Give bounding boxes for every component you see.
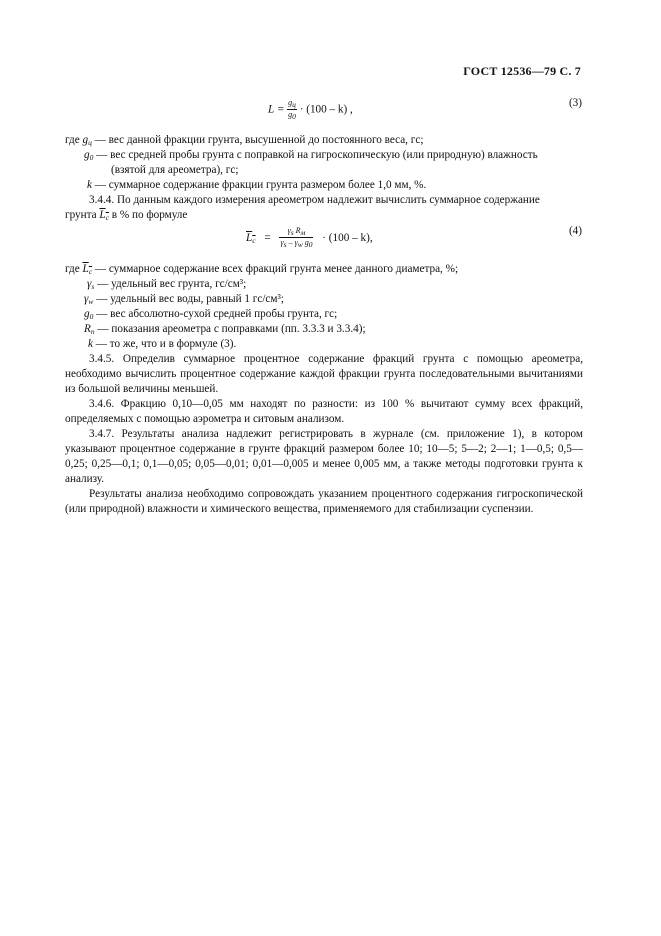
paragraph-3-4-4: 3.4.4. По данным каждого измерения ареометром надлежит вычислить суммарное содержание [89, 194, 540, 206]
definition-row: (взятой для ареометра), гс; [111, 164, 239, 176]
paragraph-3-4-5: 3.4.5. Определив суммарное процентное содержание фракций грунта с помощью ареометра, необходимо вычислить процентное содержание каждой фракции грунта последовательными вычитаниями из большой величины меньшей. [65, 353, 583, 395]
definition-row: где $g_ц$ — вес данной фракции грунта, высушенной до постоянного веса, гс; [65, 134, 424, 147]
formula-3-number: (3) [568, 97, 582, 109]
formula-3 [268, 98, 353, 122]
definition-row: $g_0$ — вес средней пробы грунта с поправкой на гигроскопическую (или природную) влажность [84, 149, 538, 162]
paragraph-final: Результаты анализа необходимо сопровождать указанием процентного содержания гигроскопической (или природной) влажности и химического вещества, применяемого для стабилизации суспензии. [65, 488, 583, 515]
page-header: ГОСТ 12536—79 С. 7 [463, 64, 581, 78]
paragraph-3-4-7: 3.4.7. Результаты анализа надлежит регистрировать в журнале (см. приложение 1), в котором указывают процентное содержание в грунте фракций размером более 10; 10—5; 5—2; 2—1; 1—0,5; 0,5—0,25; 0,25—0,1; 0,1—0,05; 0,05—0,01; 0,01—0,005 и менее 0,005 мм, а также методы подготовки грунта к анализу. [65, 428, 583, 485]
definition-row: $\gamma_s$ — удельный вес грунта, гс/см³; [87, 278, 247, 291]
definition-row: $\gamma_w$ — удельный вес воды, равный 1 гс/см³; [84, 293, 284, 306]
formula-3-fraction: $\frac{gц}{g0}$ [288, 98, 296, 121]
definition-row: где $L_с$ — суммарное содержание всех фракций грунта менее данного диаметра, %; [65, 263, 459, 276]
formula-4-number: (4) [568, 225, 582, 237]
definition-row: k — то же, что и в формуле (3). [88, 338, 237, 350]
paragraph-3-4-6: 3.4.6. Фракцию 0,10—0,05 мм находят по разности: из 100 % вычитают сумму всех фракций, определяемых с помощью аэрометра и ситовым анализом. [65, 398, 583, 425]
formula-4-fraction: $\frac{\text{γs Rм}}{\text{γs – γw g0}}$ [280, 226, 313, 249]
formula-3-rhs: · (100 – k) , [299, 103, 353, 116]
formula-3-lhs: L = [268, 103, 285, 116]
definition-row: $g_0$ — вес абсолютно-сухой средней пробы грунта, гс; [84, 308, 338, 321]
formula-4: $L_с$ = $\frac{\text{γs Rм}}{\text{γs – γw g0}}$ · (100 – k), [246, 226, 373, 249]
definition-row: $R_п$ — показания ареометра с поправками (пп. 3.3.3 и 3.3.4); [84, 323, 366, 336]
paragraph-3-4-4-cont: грунта $L_с$ в % по формуле [65, 209, 188, 222]
definition-row: k — суммарное содержание фракции грунта размером более 1,0 мм, %. [87, 179, 427, 191]
